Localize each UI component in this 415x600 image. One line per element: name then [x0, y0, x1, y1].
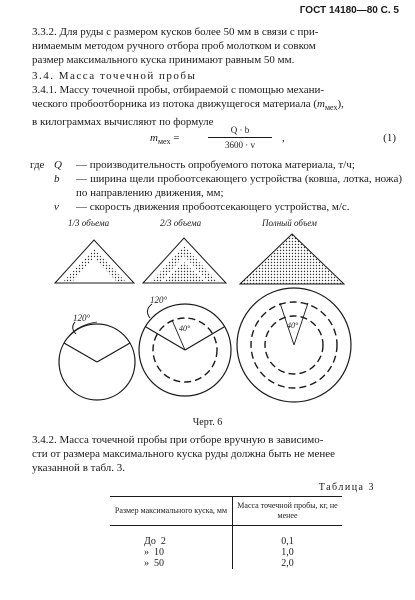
text-line: в килограммах вычисляют по формуле — [32, 116, 214, 129]
formula-number: (1) — [383, 132, 396, 144]
table-row — [110, 558, 342, 569]
text-line: 3.4.2. Масса точечной пробы при отборе вручную в зависимо- — [32, 434, 324, 446]
cell-size: » 10 — [110, 547, 233, 558]
angle-label-40-second: 40° — [179, 324, 191, 333]
table-3 — [110, 496, 342, 569]
paragraph-3-4-2 — [32, 433, 398, 475]
formula-numerator: Q · b — [230, 125, 250, 135]
formula-comma: , — [282, 132, 285, 144]
figure-title-full: Полный объем — [262, 218, 317, 228]
table-3-title: Таблица 3 — [318, 482, 375, 493]
circle-one-third — [59, 322, 135, 400]
cell-mass: 2,0 — [281, 558, 294, 569]
text-line: указанной в табл. 3. — [32, 462, 126, 474]
text-line: 3.4.1. Массу точечной пробы, отбираемой с помощью механи- — [32, 84, 325, 96]
text-fragment: ческого пробоотборника из потока движущегося материала ( — [32, 98, 318, 110]
angle-label-120-second: 120° — [150, 295, 168, 305]
text-line: размер максимального куска принимают равным 50 мм. — [32, 54, 295, 66]
table-header-row — [110, 497, 342, 526]
angle-label-120-first: 120° — [73, 313, 91, 323]
var-m: m — [317, 98, 325, 110]
where-symbol-q: Q — [54, 159, 62, 171]
table-row — [110, 547, 342, 558]
where-symbol-v: v — [54, 201, 59, 213]
text-line: 3.3.2. Для руды с размером кусков более 50 мм в связи с при- — [32, 26, 319, 38]
text-fragment: ), — [337, 98, 344, 110]
where-text-v: — скорость движения пробоотсекающего устройства, м/с. — [76, 201, 350, 213]
text-line: нимаемым методом ручного отбора проб молотком и совком — [32, 40, 316, 52]
table-row — [110, 526, 342, 548]
circle-two-thirds — [139, 304, 231, 396]
where-label: где — [30, 159, 45, 171]
angle-label-40-third: 40° — [287, 321, 299, 330]
text-line: сти от размера максимального куска руды должна быть не менее — [32, 448, 336, 460]
var-sub: мех — [324, 103, 338, 113]
cell-mass: 1,0 — [281, 547, 294, 558]
column-header-size: Размер максимального куска, мм — [110, 497, 233, 526]
section-heading-3-4: 3.4. Масса точечной пробы — [32, 70, 197, 82]
cone-one-third — [55, 240, 134, 283]
where-text-q: — производительность опробуемого потока материала, т/ч; — [76, 159, 355, 171]
cone-full — [240, 234, 344, 284]
page-header: ГОСТ 14180—80 С. 5 — [299, 5, 399, 16]
cell-size: До 2 — [110, 526, 233, 548]
cell-mass: 0,1 — [281, 536, 294, 547]
cell-size: » 50 — [110, 558, 233, 569]
figure-title-one-third: 1/3 объема — [68, 218, 110, 228]
column-header-mass: Масса точечной пробы, кг, не менее — [233, 497, 343, 526]
formula-denominator: 3600 · v — [225, 140, 255, 150]
figure-title-two-thirds: 2/3 объема — [160, 218, 202, 228]
formula-lhs: $m_{мех}$ = — [150, 132, 180, 147]
where-symbol-b: b — [54, 173, 60, 185]
circle-full — [237, 288, 351, 402]
cone-two-thirds — [143, 238, 226, 283]
where-text-b: — ширина щели пробоотсекающего устройства (ковша, лотка, ножа) по направлению движения, мм; — [76, 173, 402, 199]
figure-caption: Черт. 6 — [192, 417, 223, 428]
